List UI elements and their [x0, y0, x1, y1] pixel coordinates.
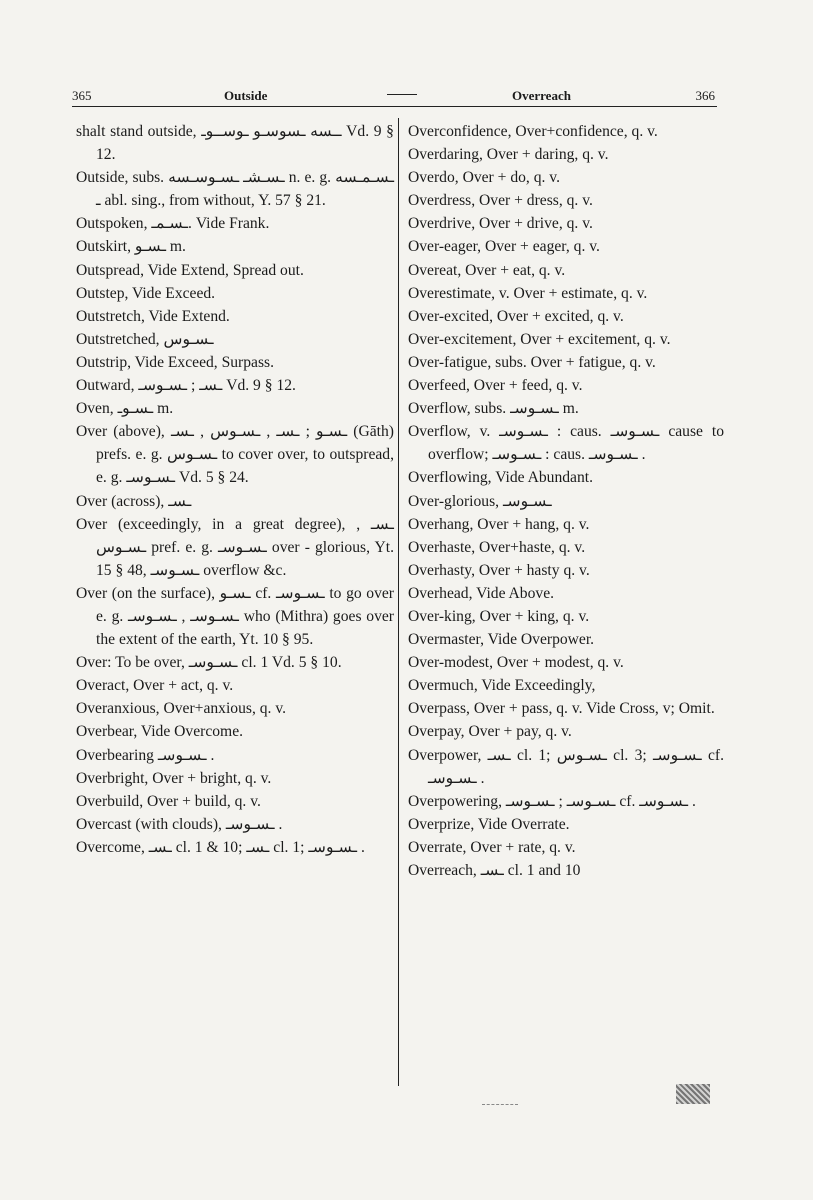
dictionary-entry: Over (on the surface), ـسـو cf. ـسـوسـ to go over e. g. ـسـوسـ , ـسـوسـ who (Mithra) goes over the extent of the earth, Yt. 10 § 95.: [76, 584, 394, 649]
dictionary-entry: Overhead, Vide Above.: [408, 584, 555, 602]
dictionary-entry: Overpowering, ـسـوسـ ; ـسـوسـ cf. ـسـوسـ .: [408, 792, 696, 810]
dictionary-entry: Over-modest, Over + modest, q. v.: [408, 654, 624, 672]
dictionary-entry: Overbear, Vide Overcome.: [76, 723, 244, 741]
page-number-right: 366: [695, 88, 715, 103]
dictionary-entry: Overact, Over + act, q. v.: [76, 677, 234, 695]
dictionary-entry: Overrate, Over + rate, q. v.: [408, 838, 576, 856]
dictionary-entry: Overbearing ـسـوسـ .: [76, 746, 215, 764]
dictionary-entry: Overhang, Over + hang, q. v.: [408, 515, 590, 533]
dictionary-entry: Outward, ـسـ ; ـسـوسـ Vd. 9 § 12.: [76, 377, 296, 395]
dictionary-entry: Outspoken, ـسـمـ. Vide Frank.: [76, 215, 270, 233]
dictionary-entry: Outstep, Vide Exceed.: [76, 284, 216, 302]
dictionary-entry: Outstretched, ـسـوس: [76, 330, 214, 348]
dictionary-entry: Overdress, Over + dress, q. v.: [408, 192, 593, 210]
dictionary-entry: Over (across), ـسـ: [76, 492, 192, 510]
dictionary-entry: Overflow, subs. ـسـوسـ m.: [408, 400, 579, 418]
dictionary-entry: Overeat, Over + eat, q. v.: [408, 261, 566, 279]
header-separator: [387, 94, 417, 95]
dictionary-entry: Outskirt, ـسـو m.: [76, 238, 186, 256]
running-header: [72, 84, 717, 107]
dictionary-entry: Overmaster, Vide Overpower.: [408, 631, 595, 649]
dictionary-entry: Overfeed, Over + feed, q. v.: [408, 377, 583, 395]
dictionary-entry: Over-glorious, ـسـوسـ: [408, 492, 552, 510]
dictionary-entry: Overbright, Over + bright, q. v.: [76, 769, 272, 787]
dictionary-entry: Overcome, ـسـ cl. 1 & 10; ـسـ cl. 1; ـسـوسـ .: [76, 838, 365, 856]
footer-mark: [482, 1104, 518, 1105]
dictionary-entry: Overhaste, Over+haste, q. v.: [408, 538, 586, 556]
dictionary-entry: Overflowing, Vide Abundant.: [408, 469, 594, 487]
dictionary-entry: Overreach, ـسـ cl. 1 and 10: [408, 862, 581, 879]
dictionary-entry: Overprize, Vide Overrate.: [408, 815, 570, 833]
page-number-left: 365: [72, 88, 92, 103]
dictionary-entry: Over: To be over, ـسـوسـ cl. 1 Vd. 5 § 10.: [76, 654, 342, 672]
dictionary-entry: Overpass, Over + pass, q. v. Vide Cross, v; Omit.: [408, 700, 715, 718]
dictionary-entry: Over-fatigue, subs. Over + fatigue, q. v.: [408, 353, 656, 371]
dictionary-entry: Overdrive, Over + drive, q. v.: [408, 215, 593, 233]
dictionary-entry: Overanxious, Over+anxious, q. v.: [76, 700, 287, 718]
left-column: [76, 120, 394, 859]
dictionary-entry: Outspread, Vide Extend, Spread out.: [76, 261, 304, 279]
dictionary-entry: Overdaring, Over + daring, q. v.: [408, 146, 609, 164]
column-divider: [398, 118, 399, 1086]
dictionary-entry: Over-excitement, Over + excitement, q. v.: [408, 330, 671, 348]
dictionary-entry: Over (exceedingly, in a great degree), ـسـ , ـسـوس pref. e. g. ـسـوسـ over - glorious, Yt. 15 § 48, ـسـوسـ overflow &c.: [76, 515, 394, 579]
dictionary-entry: Over-excited, Over + excited, q. v.: [408, 307, 624, 325]
dictionary-entry: Over (above), ـسـو ; ـسـ , ـسـوس , ـسـ (Gāth) prefs. e. g. ـسـوس to cover over, to outspread, e. g. ـسـوسـ Vd. 5 § 24.: [76, 423, 395, 487]
dictionary-entry: Outstrip, Vide Exceed, Surpass.: [76, 353, 274, 371]
dictionary-entry: Over-king, Over + king, q. v.: [408, 607, 590, 625]
dictionary-entry: Over-eager, Over + eager, q. v.: [408, 238, 600, 256]
library-stamp: [676, 1084, 710, 1104]
dictionary-entry: Outstretch, Vide Extend.: [76, 307, 230, 325]
dictionary-entry: Overbuild, Over + build, q. v.: [76, 792, 261, 810]
right-column: [408, 120, 724, 882]
dictionary-entry: Overpay, Over + pay, q. v.: [408, 723, 572, 741]
dictionary-entry: Overpower, ـسـ cl. 1; ـسـوس cl. 3; ـسـوسـ cf. ـسـوسـ .: [408, 746, 724, 787]
header-title-right: Overreach: [512, 88, 571, 103]
dictionary-entry: Overcast (with clouds), ـسـوسـ .: [76, 815, 283, 833]
dictionary-entry: Overestimate, v. Over + estimate, q. v.: [408, 284, 648, 302]
dictionary-entry: Overdo, Over + do, q. v.: [408, 169, 560, 187]
dictionary-entry: Oven, ـسـوـ m.: [76, 400, 174, 418]
dictionary-entry: shalt stand outside, ــسه ـسوسـو ـوســوـ Vd. 9 § 12.: [76, 123, 394, 164]
dictionary-entry: Outside, subs. ـسـشـ ـسـوسـسه n. e. g. ـسـمـسه ـ abl. sing., from without, Y. 57 § 21.: [76, 169, 395, 210]
header-title-left: Outside: [224, 88, 268, 103]
dictionary-entry: Overmuch, Vide Exceedingly,: [408, 677, 596, 695]
dictionary-entry: Overconfidence, Over+confidence, q. v.: [408, 123, 658, 140]
dictionary-entry: Overflow, v. ـسـوسـ : caus. ـسـوسـ cause to overflow; ـسـوسـ : caus. ـسـوسـ .: [408, 423, 724, 464]
dictionary-entry: Overhasty, Over + hasty q. v.: [408, 561, 590, 579]
